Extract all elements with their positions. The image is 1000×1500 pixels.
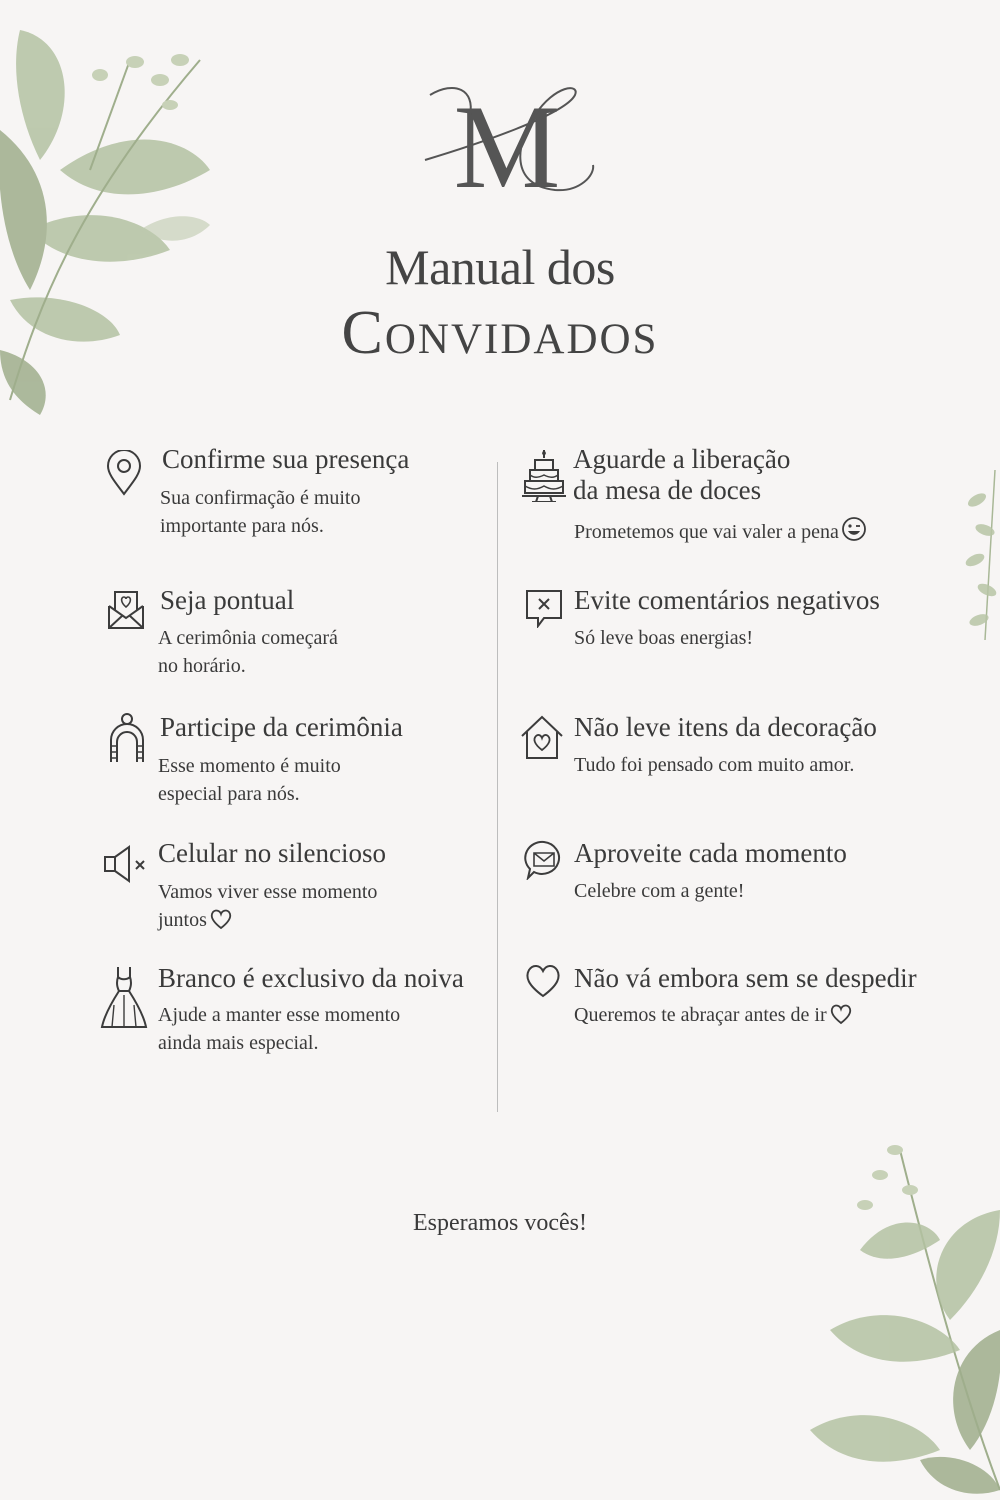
item-heading: Evite comentários negativos bbox=[574, 585, 880, 615]
item-heading: Aguarde a liberação da mesa de doces bbox=[573, 444, 791, 505]
item-heading: Não leve itens da decoração bbox=[574, 712, 877, 742]
item-description: Ajude a manter esse momento ainda mais especial. bbox=[158, 1004, 401, 1054]
cake-icon bbox=[522, 448, 566, 502]
svg-text:M: M bbox=[453, 80, 561, 200]
foliage-bottom-right-decoration bbox=[800, 1130, 1000, 1500]
item-heading: Branco é exclusivo da noiva bbox=[158, 963, 464, 993]
item-heading: Seja pontual bbox=[160, 585, 295, 615]
envelope-heart-icon bbox=[106, 588, 146, 630]
item-description: Só leve boas energias! bbox=[574, 627, 754, 649]
item-heading: Confirme sua presença bbox=[162, 444, 410, 474]
item-description: Vamos viver esse momento juntos bbox=[158, 881, 378, 931]
smiley-wink-icon bbox=[841, 516, 867, 542]
chat-envelope-icon bbox=[524, 840, 564, 880]
item-description: Prometemos que vai valer a pena bbox=[574, 516, 867, 546]
item-description: Esse momento é muito especial para nós. bbox=[158, 755, 341, 805]
item-description: Queremos te abraçar antes de ir bbox=[574, 1001, 853, 1029]
item-description: A cerimônia começará no horário. bbox=[158, 627, 338, 677]
item-description: Sua confirmação é muito importante para nós. bbox=[160, 487, 361, 537]
monogram-logo bbox=[415, 75, 600, 200]
heart-icon bbox=[524, 963, 562, 999]
heart-icon bbox=[209, 908, 233, 930]
item-heading: Celular no silencioso bbox=[158, 838, 386, 868]
footer-message: Esperamos vocês! bbox=[413, 1210, 587, 1236]
column-divider bbox=[497, 462, 498, 1112]
dress-icon bbox=[100, 965, 148, 1029]
item-heading: Participe da cerimônia bbox=[160, 712, 403, 742]
title-line-2: Convidados bbox=[341, 299, 659, 367]
item-heading: Aproveite cada momento bbox=[574, 838, 847, 868]
speech-bubble-x-icon bbox=[524, 588, 564, 628]
item-heading: Não vá embora sem se despedir bbox=[574, 963, 917, 993]
foliage-right-sprig-decoration bbox=[955, 470, 1000, 640]
heart-icon bbox=[829, 1003, 853, 1025]
house-heart-icon bbox=[520, 714, 564, 760]
wedding-arch-icon bbox=[107, 712, 147, 764]
location-pin-icon bbox=[105, 450, 143, 496]
speaker-mute-icon bbox=[103, 845, 149, 883]
item-description: Tudo foi pensado com muito amor. bbox=[574, 754, 855, 776]
title-line-1: Manual dos bbox=[385, 239, 615, 295]
item-description: Celebre com a gente! bbox=[574, 880, 745, 902]
